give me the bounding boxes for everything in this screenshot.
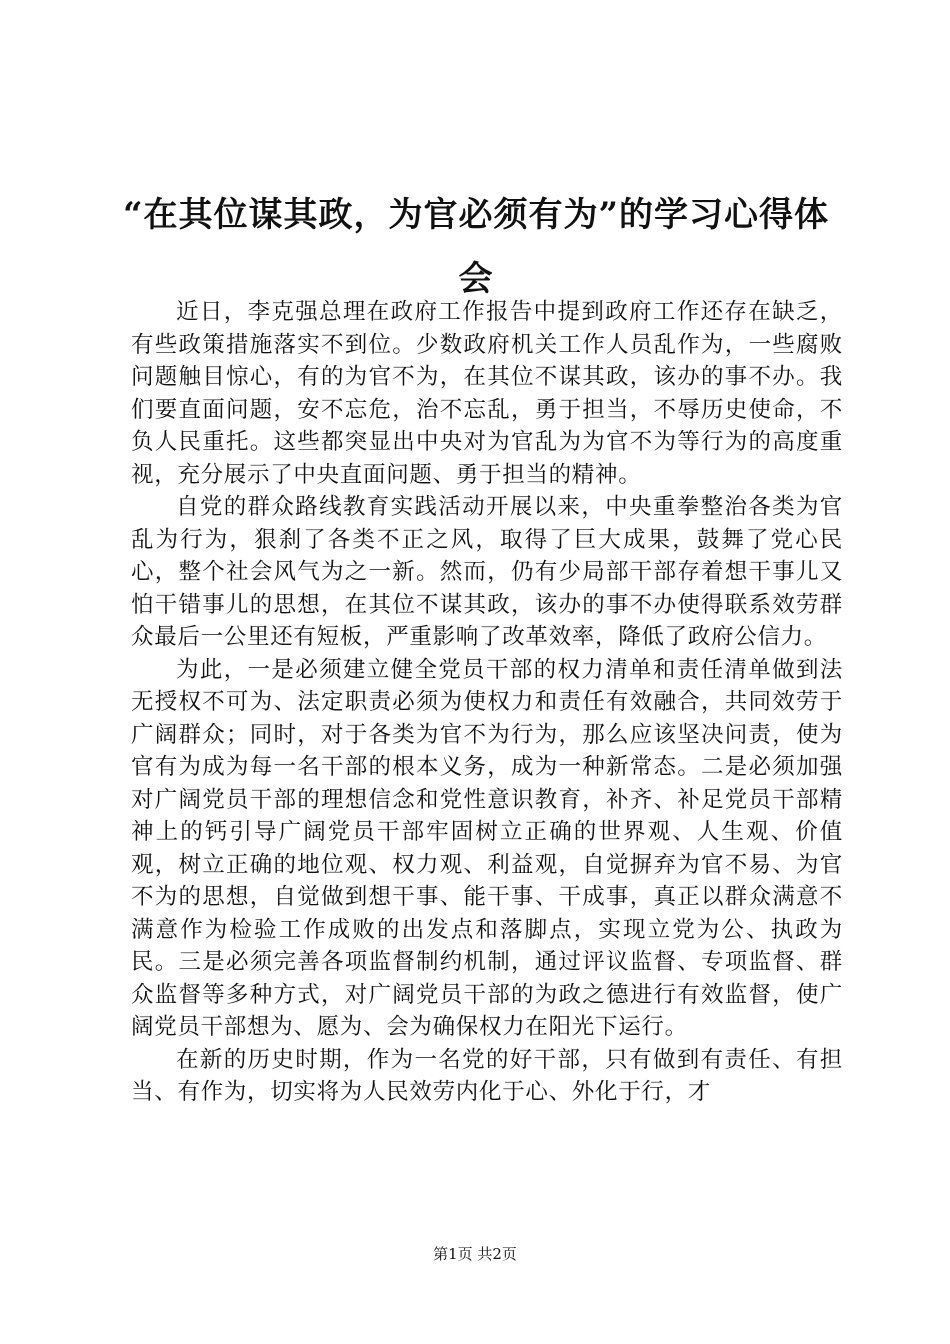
paragraph-2: 自党的群众路线教育实践活动开展以来，中央重拳整治各类为官乱为行为，狠刹了各类不正之风，取得了巨大成果，鼓舞了党心民心，整个社会风气为之一新。然而，仍有少局部干部存着想干事儿又怕干错事儿的思想，在其位不谋其政，该办的事不办使得联系效劳群众最后一公里还有短板，严重影响了改革效率，降低了政府公信力。	[131, 494, 843, 650]
document-body	[131, 296, 843, 1109]
page-number-footer: 第1页 共2页	[433, 1245, 517, 1263]
paragraph-4: 在新的历史时期，作为一名党的好干部，只有做到有责任、有担当、有作为，切实将为人民效劳内化于心、外化于行，才	[131, 1046, 843, 1105]
paragraph-3: 为此，一是必须建立健全党员干部的权力清单和责任清单做到法无授权不可为、法定职责必须为使权力和责任有效融合，共同效劳于广阔群众；同时，对于各类为官不为行为，那么应该坚决问责，使为官有为成为每一名干部的根本义务，成为一种新常态。二是必须加强对广阔党员干部的理想信念和党性意识教育，补齐、补足党员干部精神上的钙引导广阔党员干部牢固树立正确的世界观、人生观、价值观，树立正确的地位观、权力观、利益观，自觉摒弃为官不易、为官不为的思想，自觉做到想干事、能干事、干成事，真正以群众满意不满意作为检验工作成败的出发点和落脚点，实现立党为公、执政为民。三是必须完善各项监督制约机制，通过评议监督、专项监督、群众监督等多种方式，对广阔党员干部的为政之德进行有效监督，使广阔党员干部想为、愿为、会为确保权力在阳光下运行。	[131, 656, 843, 1040]
paragraph-1: 近日，李克强总理在政府工作报告中提到政府工作还存在缺乏，有些政策措施落实不到位。少数政府机关工作人员乱作为，一些腐败问题触目惊心，有的为官不为，在其位不谋其政，该办的事不办。我们要直面问题，安不忘危，治不忘乱，勇于担当，不辱历史使命，不负人民重托。这些都突显出中央对为官乱为为官不为等行为的高度重视，充分展示了中央直面问题、勇于担当的精神。	[131, 299, 843, 488]
document-title: “在其位谋其政，为官必须有为”的学习心得体会	[122, 194, 830, 299]
